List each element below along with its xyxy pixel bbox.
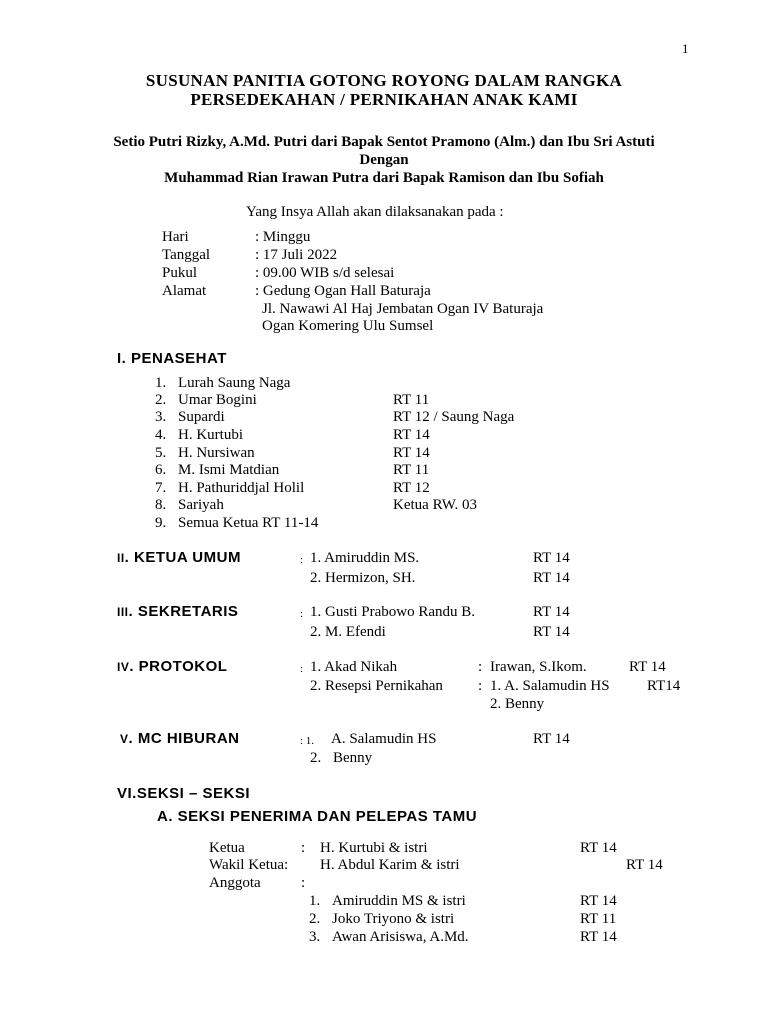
roman-numeral: II (117, 551, 125, 565)
mc-hiburan-member-2-number: 2. (310, 750, 322, 766)
anggota-label: Anggota (209, 875, 261, 891)
alamat-label: Alamat (162, 283, 207, 299)
alamat-line3: Ogan Komering Ulu Sumsel (262, 318, 434, 334)
protokol-akad-colon: : (478, 659, 483, 675)
alamat-value: : Gedung Ogan Hall Baturaja (255, 283, 431, 299)
sekretaris-colon: : (300, 608, 304, 620)
item-name: Lurah Saung Naga (178, 375, 291, 391)
protokol-akad-label: 1. Akad Nikah (310, 659, 398, 675)
sekretaris-heading (117, 603, 238, 620)
item-name: H. Kurtubi (178, 427, 243, 443)
roman-numeral: IV (117, 660, 130, 674)
tanggal-label: Tanggal (162, 247, 211, 263)
ketua-umum-member-2-rt: RT 14 (533, 570, 570, 586)
wakil-ketua-name: H. Abdul Karim & istri (320, 857, 460, 873)
item-info: RT 12 / Saung Naga (393, 409, 515, 425)
item-info: RT 11 (393, 392, 430, 408)
item-name: Semua Ketua RT 11-14 (178, 515, 319, 531)
ketua-umum-member-1: 1. Amiruddin MS. (310, 550, 420, 566)
seksi-a-heading: A. SEKSI PENERIMA DAN PELEPAS TAMU (157, 808, 478, 825)
seksi-heading: VI.SEKSI – SEKSI (117, 785, 251, 802)
sekretaris-member-1-rt: RT 14 (533, 604, 570, 620)
protokol-resepsi-name-1: 1. A. Salamudin HS (490, 678, 610, 694)
anggota-colon: : (301, 875, 306, 891)
item-number: 6. (155, 462, 167, 478)
protokol-resepsi-colon: : (478, 678, 483, 694)
ketua-umum-colon: : (300, 554, 304, 566)
item-name: H. Pathuriddjal Holil (178, 480, 305, 496)
document-title-line2: PERSEDEKAHAN / PERNIKAHAN ANAK KAMI (190, 90, 578, 109)
section-title: . PROTOKOL (129, 658, 228, 675)
item-info: RT 12 (393, 480, 430, 496)
item-rt: RT 11 (580, 911, 617, 927)
pukul-label: Pukul (162, 265, 198, 281)
ketua-umum-member-1-rt: RT 14 (533, 550, 570, 566)
item-name: Sariyah (178, 497, 224, 513)
section-title: . SEKRETARIS (128, 603, 239, 620)
item-number: 3. (155, 409, 167, 425)
item-rt: RT 14 (580, 929, 617, 945)
item-rt: RT 14 (580, 893, 617, 909)
item-name: Joko Triyono & istri (332, 911, 455, 927)
item-number: 2. (309, 911, 321, 927)
ketua-umum-member-2: 2. Hermizon, SH. (310, 570, 416, 586)
ketua-label: Ketua (209, 840, 245, 856)
item-number: 1. (155, 375, 167, 391)
hari-label: Hari (162, 229, 189, 245)
hari-value: : Minggu (255, 229, 311, 245)
item-name: Amiruddin MS & istri (332, 893, 466, 909)
protokol-akad-name: Irawan, S.Ikom. (490, 659, 587, 675)
item-number: 5. (155, 445, 167, 461)
item-number: 7. (155, 480, 167, 496)
sekretaris-member-2: 2. M. Efendi (310, 624, 386, 640)
document-title-line1: SUSUNAN PANITIA GOTONG ROYONG DALAM RANGKA (145, 71, 623, 90)
item-info: RT 11 (393, 462, 430, 478)
section-title: . KETUA UMUM (124, 549, 241, 566)
item-number: 1. (309, 893, 321, 909)
wakil-ketua-rt: RT 14 (626, 857, 663, 873)
ketua-colon: : (301, 840, 306, 856)
protokol-heading (117, 658, 227, 675)
roman-numeral: V (120, 732, 129, 746)
roman-numeral: III (117, 605, 129, 619)
item-info: RT 14 (393, 427, 430, 443)
page-number: 1 (682, 41, 689, 56)
item-number: 3. (309, 929, 321, 945)
penasehat-heading: I. PENASEHAT (117, 350, 227, 367)
mc-hiburan-colon: : 1. (300, 735, 315, 747)
item-name: M. Ismi Matdian (178, 462, 280, 478)
alamat-line2: Jl. Nawawi Al Haj Jembatan Ogan IV Baturaja (262, 301, 544, 317)
item-name: H. Nursiwan (178, 445, 255, 461)
wakil-ketua-label: Wakil Ketua: (209, 857, 289, 873)
dengan-line: Dengan (359, 152, 409, 168)
item-name: Awan Arisiswa, A.Md. (332, 929, 469, 945)
item-info: RT 14 (393, 445, 430, 461)
pukul-value: : 09.00 WIB s/d selesai (255, 265, 395, 281)
item-info: Ketua RW. 03 (393, 497, 478, 513)
sekretaris-member-1: 1. Gusti Prabowo Randu B. (310, 604, 475, 620)
item-name: Supardi (178, 409, 225, 425)
intro-text: Yang Insya Allah akan dilaksanakan pada : (246, 204, 504, 220)
mc-hiburan-member-1: A. Salamudin HS (331, 731, 437, 747)
item-number: 2. (155, 392, 167, 408)
ketua-name: H. Kurtubi & istri (320, 840, 428, 856)
sekretaris-member-2-rt: RT 14 (533, 624, 570, 640)
item-name: Umar Bogini (178, 392, 257, 408)
mc-hiburan-member-1-rt: RT 14 (533, 731, 570, 747)
tanggal-value: : 17 Juli 2022 (255, 247, 338, 263)
protokol-colon: : (300, 663, 304, 675)
protokol-resepsi-name-2: 2. Benny (490, 696, 545, 712)
mc-hiburan-heading (120, 730, 240, 747)
item-number: 8. (155, 497, 167, 513)
protokol-resepsi-label: 2. Resepsi Pernikahan (310, 678, 443, 694)
mc-hiburan-member-2: Benny (333, 750, 373, 766)
bride-line: Setio Putri Rizky, A.Md. Putri dari Bapak Sentot Pramono (Alm.) dan Ibu Sri Astuti (113, 134, 655, 150)
item-number: 9. (155, 515, 167, 531)
ketua-umum-heading (117, 549, 241, 566)
protokol-resepsi-rt: RT14 (647, 678, 681, 694)
ketua-rt: RT 14 (580, 840, 617, 856)
item-number: 4. (155, 427, 167, 443)
groom-line: Muhammad Rian Irawan Putra dari Bapak Ramison dan Ibu Sofiah (164, 170, 604, 186)
protokol-akad-rt: RT 14 (629, 659, 666, 675)
section-title: . MC HIBURAN (128, 730, 240, 747)
